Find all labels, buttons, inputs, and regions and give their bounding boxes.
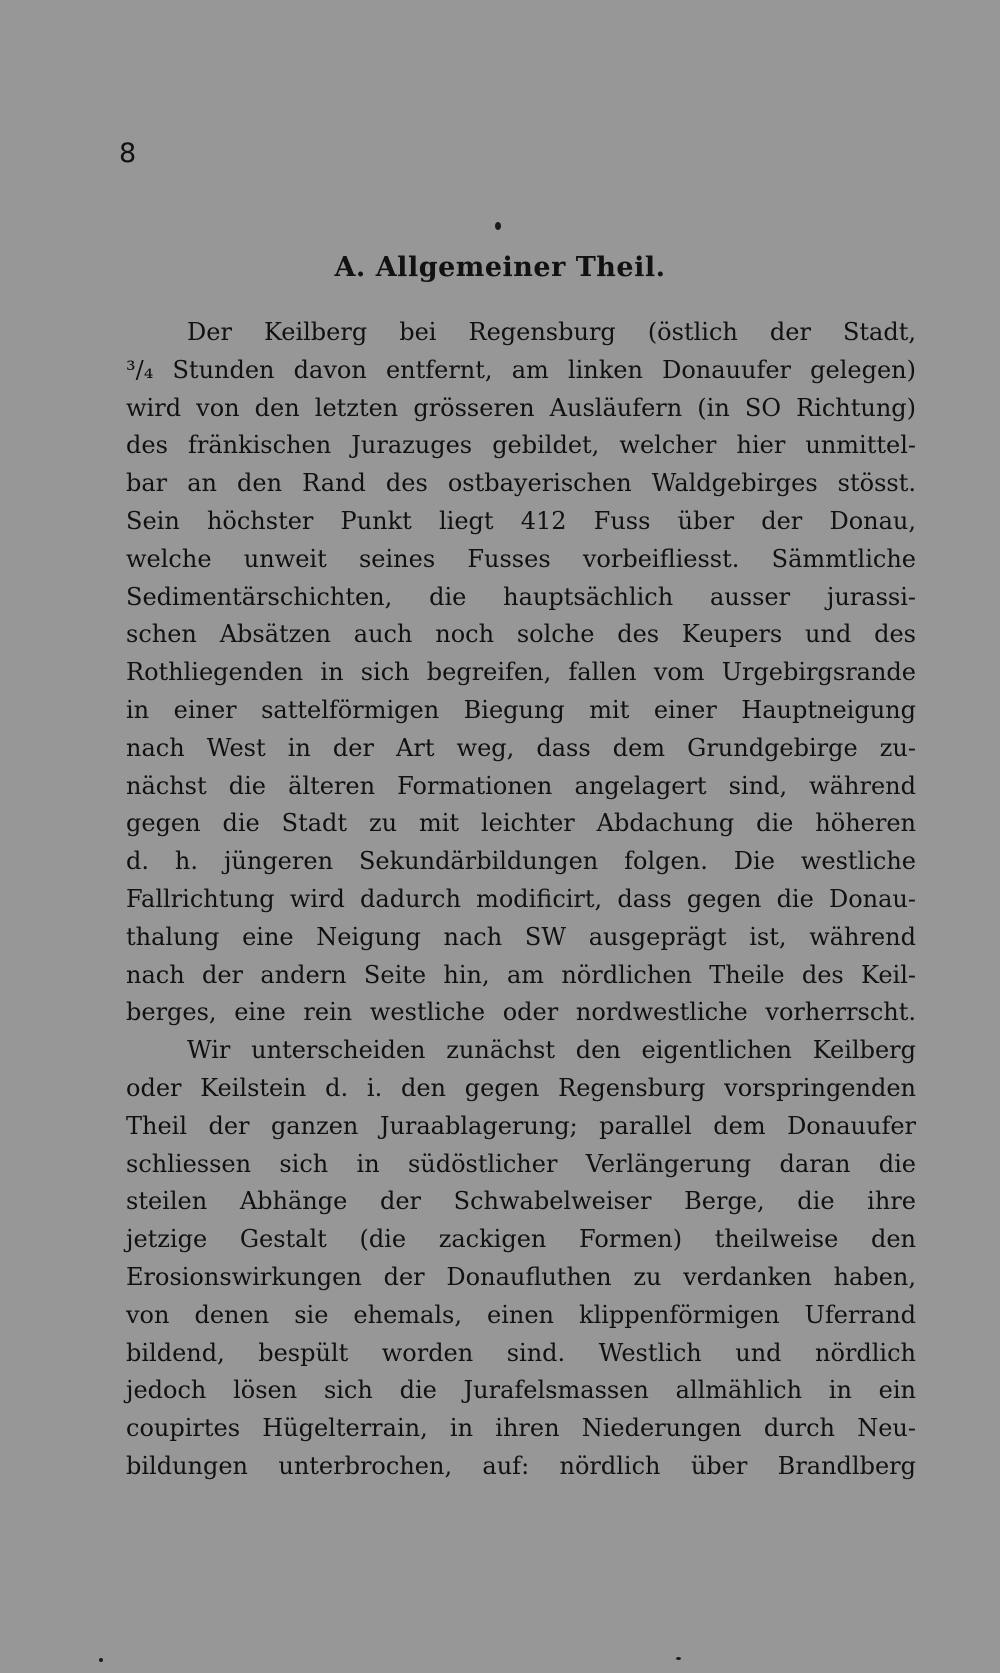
text-line: Erosionswirkungen der Donaufluthen zu verdanken haben, <box>126 1262 916 1291</box>
ink-speck <box>676 1657 681 1660</box>
ink-speck <box>99 1658 103 1662</box>
text-line: Der Keilberg bei Regensburg (östlich der Stadt, <box>187 318 916 346</box>
text-line: berges, eine rein westliche oder nordwestliche vorherrscht. <box>126 998 916 1027</box>
text-line: Wir unterscheiden zunächst den eigentlichen Keilberg <box>187 1036 916 1065</box>
text-line: Rothliegenden in sich begreifen, fallen vom Urgebirgsrande <box>126 658 916 687</box>
text-line: schliessen sich in südöstlicher Verlängerung daran die <box>126 1149 916 1178</box>
text-line: nach der andern Seite hin, am nördlichen Theile des Keil- <box>126 960 916 989</box>
text-line: steilen Abhänge der Schwabelweiser Berge, die ihre <box>126 1187 916 1216</box>
text-line: schen Absätzen auch noch solche des Keupers und des <box>126 620 916 649</box>
text-line: oder Keilstein d. i. den gegen Regensburg vorspringenden <box>126 1073 916 1102</box>
text-line: d. h. jüngeren Sekundärbildungen folgen. Die westliche <box>126 847 916 876</box>
body-text <box>126 314 916 1486</box>
text-line: wird von den letzten grösseren Ausläufern (in SO Richtung) <box>126 393 916 422</box>
text-line: Sein höchster Punkt liegt 412 Fuss über der Donau, <box>126 506 916 535</box>
text-line: jedoch lösen sich die Jurafelsmassen allmählich in ein <box>126 1376 916 1405</box>
text-line: nach West in der Art weg, dass dem Grundgebirge zu- <box>126 733 916 762</box>
text-line: jetzige Gestalt (die zackigen Formen) theilweise den <box>126 1225 916 1254</box>
text-line: in einer sattelförmigen Biegung mit einer Hauptneigung <box>126 695 916 724</box>
text-line: Theil der ganzen Juraablagerung; parallel dem Donauufer <box>126 1111 916 1140</box>
text-line: nächst die älteren Formationen angelagert sind, während <box>126 771 916 800</box>
text-line: Fallrichtung wird dadurch modificirt, dass gegen die Donau- <box>126 884 916 913</box>
text-line: des fränkischen Jurazuges gebildet, welcher hier unmittel- <box>126 431 916 460</box>
text-line: gegen die Stadt zu mit leichter Abdachung die höheren <box>126 809 916 838</box>
text-line: bildungen unterbrochen, auf: nördlich über Brandlberg <box>126 1451 916 1480</box>
text-line: coupirtes Hügelterrain, in ihren Niederungen durch Neu- <box>126 1414 916 1443</box>
text-line: bildend, bespült worden sind. Westlich und nördlich <box>126 1338 916 1367</box>
section-heading: A. Allgemeiner Theil. <box>334 252 666 283</box>
text-line: thalung eine Neigung nach SW ausgeprägt ist, während <box>126 922 916 951</box>
text-line: Sedimentärschichten, die hauptsächlich ausser jurassi- <box>126 582 916 611</box>
page-number: 8 <box>119 138 137 169</box>
text-line: welche unweit seines Fusses vorbeifliesst. Sämmtliche <box>126 544 916 573</box>
text-line: von denen sie ehemals, einen klippenförmigen Uferrand <box>126 1300 916 1329</box>
ink-speck <box>495 222 501 230</box>
text-line: ³/₄ Stunden davon entfernt, am linken Donauufer gelegen) <box>126 355 916 384</box>
text-line: bar an den Rand des ostbayerischen Waldgebirges stösst. <box>126 469 916 498</box>
